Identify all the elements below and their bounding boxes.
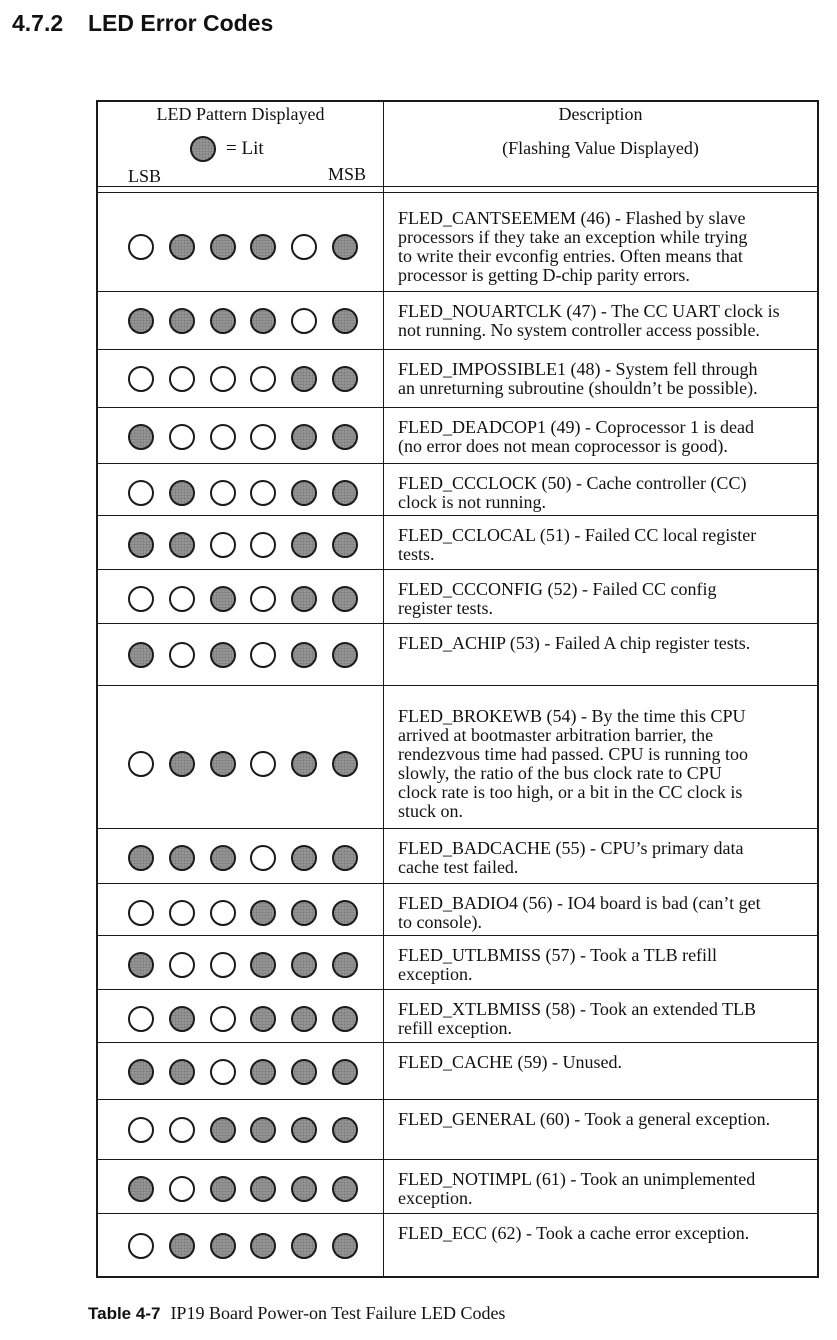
led-lit-icon xyxy=(332,234,358,260)
led-lit-icon xyxy=(128,1059,154,1085)
table-row xyxy=(98,292,817,350)
led-unlit-icon xyxy=(250,751,276,777)
row-description xyxy=(398,1224,813,1243)
table-row xyxy=(98,199,817,292)
description-line: refill exception. xyxy=(398,1018,512,1038)
description-line: arrived at bootmaster arbitration barrier, the xyxy=(398,725,714,745)
header-led-pattern-title: LED Pattern Displayed xyxy=(156,104,325,124)
led-unlit-icon xyxy=(250,642,276,668)
led-unlit-icon xyxy=(250,845,276,871)
description-line: an unreturning subroutine (shouldn’t be possible). xyxy=(398,378,758,398)
led-unlit-icon xyxy=(128,234,154,260)
led-lit-icon xyxy=(332,1176,358,1202)
led-lit-icon xyxy=(250,1006,276,1032)
led-lit-icon xyxy=(250,952,276,978)
table-row xyxy=(98,1100,817,1160)
description-line: register tests. xyxy=(398,598,493,618)
led-lit-icon xyxy=(128,845,154,871)
led-lit-icon xyxy=(169,234,195,260)
table-row xyxy=(98,350,817,408)
led-unlit-icon xyxy=(291,234,317,260)
led-lit-icon xyxy=(291,1117,317,1143)
description-line: FLED_NOTIMPL (61) - Took an unimplemented xyxy=(398,1169,756,1189)
led-pattern xyxy=(128,1117,358,1143)
table-caption-label: Table 4-7 xyxy=(88,1304,161,1323)
led-lit-icon xyxy=(128,1176,154,1202)
led-lit-icon xyxy=(250,900,276,926)
description-line: FLED_BADCACHE (55) - CPU’s primary data xyxy=(398,838,744,858)
led-pattern xyxy=(128,952,358,978)
led-unlit-icon xyxy=(128,1006,154,1032)
led-lit-icon xyxy=(250,1233,276,1259)
table-row xyxy=(98,464,817,516)
table-caption-text: IP19 Board Power-on Test Failure LED Codes xyxy=(170,1303,506,1323)
description-line: processors if they take an exception while trying xyxy=(398,227,748,247)
led-lit-icon xyxy=(169,1006,195,1032)
msb-label: MSB xyxy=(328,164,367,184)
led-lit-icon xyxy=(210,1233,236,1259)
led-unlit-icon xyxy=(128,1233,154,1259)
row-description xyxy=(398,302,813,340)
led-lit-icon xyxy=(291,845,317,871)
row-description xyxy=(398,707,813,821)
led-lit-icon xyxy=(250,234,276,260)
led-lit-icon xyxy=(291,532,317,558)
section-title: LED Error Codes xyxy=(88,10,274,36)
led-unlit-icon xyxy=(210,480,236,506)
led-unlit-icon xyxy=(169,366,195,392)
table-row xyxy=(98,1214,817,1278)
led-pattern xyxy=(128,751,358,777)
led-unlit-icon xyxy=(210,366,236,392)
table-row xyxy=(98,570,817,624)
led-lit-icon xyxy=(332,480,358,506)
row-description xyxy=(398,946,813,984)
row-description xyxy=(398,1053,813,1072)
description-line: FLED_NOUARTCLK (47) - The CC UART clock is xyxy=(398,301,780,321)
row-description xyxy=(398,1170,813,1208)
led-pattern xyxy=(128,845,358,871)
lit-legend-text: = Lit xyxy=(226,138,264,159)
led-lit-icon xyxy=(332,952,358,978)
led-unlit-icon xyxy=(250,532,276,558)
table-caption xyxy=(88,1303,505,1324)
section-heading xyxy=(12,10,273,37)
description-line: FLED_CACHE (59) - Unused. xyxy=(398,1052,622,1072)
led-pattern xyxy=(128,586,358,612)
lit-legend xyxy=(190,136,264,162)
row-description xyxy=(398,634,813,653)
row-description xyxy=(398,839,813,877)
led-pattern xyxy=(128,1006,358,1032)
led-lit-icon xyxy=(332,586,358,612)
led-pattern xyxy=(128,308,358,334)
led-lit-icon xyxy=(169,1059,195,1085)
led-lit-icon xyxy=(291,424,317,450)
led-unlit-icon xyxy=(128,480,154,506)
led-lit-icon xyxy=(332,900,358,926)
row-description xyxy=(398,418,813,456)
led-lit-icon xyxy=(128,532,154,558)
led-pattern xyxy=(128,480,358,506)
description-line: clock rate is too high, or a bit in the CC clock is xyxy=(398,782,743,802)
led-unlit-icon xyxy=(128,900,154,926)
led-lit-icon xyxy=(332,1117,358,1143)
led-unlit-icon xyxy=(210,424,236,450)
description-line: FLED_CCCLOCK (50) - Cache controller (CC) xyxy=(398,473,747,493)
led-pattern xyxy=(128,1176,358,1202)
led-lit-icon xyxy=(210,308,236,334)
led-unlit-icon xyxy=(169,1176,195,1202)
led-lit-icon xyxy=(128,642,154,668)
table-row xyxy=(98,829,817,884)
led-lit-icon xyxy=(250,1059,276,1085)
description-line: processor is getting D-chip parity errors. xyxy=(398,265,690,285)
description-line: FLED_ECC (62) - Took a cache error exception. xyxy=(398,1223,750,1243)
table-row xyxy=(98,408,817,464)
description-line: to console). xyxy=(398,912,482,932)
led-lit-icon xyxy=(210,642,236,668)
led-unlit-icon xyxy=(291,308,317,334)
led-unlit-icon xyxy=(250,424,276,450)
led-lit-icon xyxy=(332,751,358,777)
led-lit-icon xyxy=(128,308,154,334)
description-line: FLED_XTLBMISS (58) - Took an extended TLB xyxy=(398,999,757,1019)
row-description xyxy=(398,894,813,932)
led-lit-icon xyxy=(128,952,154,978)
table-row xyxy=(98,1160,817,1214)
row-description xyxy=(398,360,813,398)
table-row xyxy=(98,936,817,990)
led-unlit-icon xyxy=(169,952,195,978)
led-unlit-icon xyxy=(169,424,195,450)
led-lit-icon xyxy=(250,1176,276,1202)
led-lit-icon xyxy=(250,1117,276,1143)
led-unlit-icon xyxy=(169,1117,195,1143)
led-unlit-icon xyxy=(128,1117,154,1143)
header-description-title: Description xyxy=(558,104,643,124)
led-unlit-icon xyxy=(250,366,276,392)
led-lit-icon xyxy=(128,424,154,450)
led-lit-icon xyxy=(210,234,236,260)
description-line: cache test failed. xyxy=(398,857,519,877)
led-pattern xyxy=(128,642,358,668)
led-unlit-icon xyxy=(210,1059,236,1085)
description-line: FLED_CCCONFIG (52) - Failed CC config xyxy=(398,579,717,599)
header-description xyxy=(384,102,817,192)
led-pattern xyxy=(128,1059,358,1085)
led-lit-icon xyxy=(291,952,317,978)
led-lit-icon xyxy=(332,1233,358,1259)
led-lit-icon xyxy=(332,642,358,668)
row-description xyxy=(398,209,813,285)
led-unlit-icon xyxy=(250,480,276,506)
led-lit-icon xyxy=(332,308,358,334)
description-line: FLED_GENERAL (60) - Took a general exception. xyxy=(398,1109,771,1129)
lsb-label: LSB xyxy=(128,166,162,186)
led-lit-icon xyxy=(291,480,317,506)
row-description xyxy=(398,474,813,512)
table-row xyxy=(98,1043,817,1100)
row-description xyxy=(398,1000,813,1038)
description-line: to write their evconfig entries. Often means that xyxy=(398,246,743,266)
led-lit-icon xyxy=(291,900,317,926)
description-line: FLED_UTLBMISS (57) - Took a TLB refill xyxy=(398,945,718,965)
header-rule-top xyxy=(98,186,817,187)
led-pattern xyxy=(128,366,358,392)
table-row xyxy=(98,624,817,686)
table-row xyxy=(98,884,817,936)
description-line: FLED_CANTSEEMEM (46) - Flashed by slave xyxy=(398,208,746,228)
description-line: FLED_BROKEWB (54) - By the time this CPU xyxy=(398,706,746,726)
led-lit-icon xyxy=(169,532,195,558)
led-unlit-icon xyxy=(169,900,195,926)
row-description xyxy=(398,526,813,564)
led-pattern xyxy=(128,424,358,450)
description-line: FLED_DEADCOP1 (49) - Coprocessor 1 is dead xyxy=(398,417,754,437)
led-lit-icon xyxy=(291,751,317,777)
description-line: clock is not running. xyxy=(398,492,546,512)
led-pattern xyxy=(128,1233,358,1259)
table-row xyxy=(98,686,817,829)
led-lit-icon xyxy=(291,1233,317,1259)
table-row xyxy=(98,990,817,1043)
led-lit-icon xyxy=(169,751,195,777)
led-lit-icon xyxy=(169,480,195,506)
led-lit-icon xyxy=(332,845,358,871)
led-lit-icon xyxy=(291,1176,317,1202)
header-led-pattern xyxy=(98,102,383,192)
led-unlit-icon xyxy=(128,366,154,392)
led-pattern xyxy=(128,900,358,926)
led-lit-icon xyxy=(169,845,195,871)
section-number: 4.7.2 xyxy=(12,10,64,36)
table-row xyxy=(98,516,817,570)
led-lit-icon xyxy=(332,1059,358,1085)
header-rule-bottom xyxy=(98,192,817,193)
led-lit-icon xyxy=(169,308,195,334)
led-lit-icon xyxy=(291,1059,317,1085)
led-pattern xyxy=(128,532,358,558)
led-lit-icon xyxy=(169,1233,195,1259)
led-lit-icon xyxy=(291,366,317,392)
led-lit-icon xyxy=(210,845,236,871)
description-line: (no error does not mean coprocessor is good). xyxy=(398,436,728,456)
description-line: exception. xyxy=(398,1188,473,1208)
lit-led-icon xyxy=(190,136,216,162)
description-line: FLED_IMPOSSIBLE1 (48) - System fell through xyxy=(398,359,758,379)
led-lit-icon xyxy=(250,308,276,334)
led-lit-icon xyxy=(210,1117,236,1143)
led-lit-icon xyxy=(332,1006,358,1032)
led-lit-icon xyxy=(210,1176,236,1202)
led-unlit-icon xyxy=(210,1006,236,1032)
description-line: slowly, the ratio of the bus clock rate to CPU xyxy=(398,763,722,783)
led-unlit-icon xyxy=(169,642,195,668)
led-unlit-icon xyxy=(210,532,236,558)
led-lit-icon xyxy=(291,586,317,612)
led-unlit-icon xyxy=(128,751,154,777)
led-unlit-icon xyxy=(128,586,154,612)
led-lit-icon xyxy=(210,751,236,777)
led-unlit-icon xyxy=(210,952,236,978)
led-codes-table xyxy=(96,100,819,1278)
row-description xyxy=(398,1110,813,1129)
led-lit-icon xyxy=(210,586,236,612)
description-line: FLED_ACHIP (53) - Failed A chip register tests. xyxy=(398,633,751,653)
led-pattern xyxy=(128,234,358,260)
led-lit-icon xyxy=(332,366,358,392)
led-unlit-icon xyxy=(250,586,276,612)
description-line: rendezvous time had passed. CPU is running too xyxy=(398,744,748,764)
led-unlit-icon xyxy=(169,586,195,612)
led-lit-icon xyxy=(332,532,358,558)
description-line: exception. xyxy=(398,964,473,984)
led-unlit-icon xyxy=(210,900,236,926)
description-line: stuck on. xyxy=(398,801,463,821)
led-lit-icon xyxy=(332,424,358,450)
description-line: FLED_BADIO4 (56) - IO4 board is bad (can’t get xyxy=(398,893,761,913)
header-description-subtitle: (Flashing Value Displayed) xyxy=(502,138,699,158)
led-lit-icon xyxy=(291,1006,317,1032)
description-line: tests. xyxy=(398,544,435,564)
description-line: FLED_CCLOCAL (51) - Failed CC local register xyxy=(398,525,757,545)
led-lit-icon xyxy=(291,642,317,668)
description-line: not running. No system controller access possible. xyxy=(398,320,760,340)
row-description xyxy=(398,580,813,618)
